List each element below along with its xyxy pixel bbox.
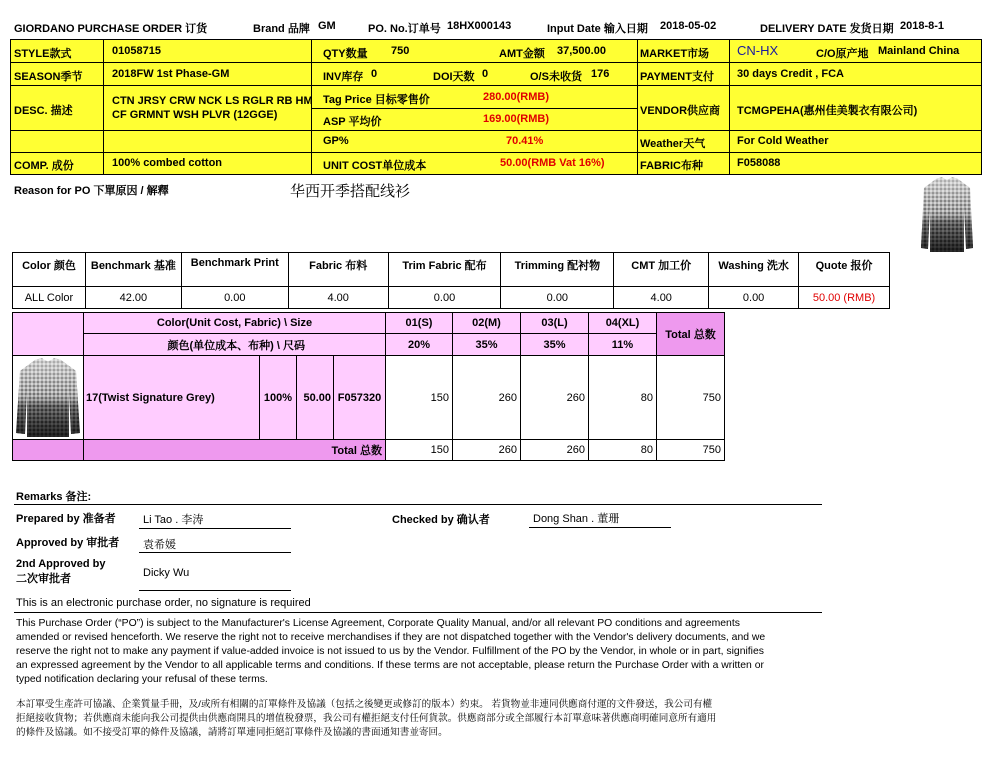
payment-value: 30 days Credit , FCA — [737, 68, 844, 80]
reason-label: Reason for PO 下單原因 / 解釋 — [14, 185, 169, 197]
footer-qty-l: 260 — [521, 440, 589, 461]
market-value: CN-HX — [737, 43, 779, 58]
approved-label: Approved by 审批者 — [16, 537, 120, 549]
bench-value-quote: 50.00 (RMB) — [799, 287, 890, 309]
checked-label: Checked by 确认者 — [392, 514, 490, 526]
delivery-date-value: 2018-8-1 — [900, 20, 945, 32]
size-header-cn: 颜色(单位成本、布种) \ 尺码 — [84, 334, 386, 356]
qty-value: 750 — [391, 45, 410, 57]
terms-cn-line2: 拒絕接收貨物；若供應商未能向我公司提供由供應商開具的增值稅發票，我公司有權拒絕支付任何貨款。供應商部分或全部履行本訂單意味著供應商明確同意所有適用 — [16, 713, 717, 724]
row-qty-l: 260 — [521, 356, 589, 440]
asp-value: 169.00(RMB) — [483, 113, 550, 125]
terms-en-line4: an expressed agreement by the Vendor to all applicable terms and conditions. If these terms are not acceptable, please return the Purchase Order with a written or — [16, 660, 764, 671]
row-color-name: 17(Twist Signature Grey) — [84, 356, 260, 440]
prepared-value: Li Tao . 李涛 — [143, 514, 204, 526]
bench-header-cmt: CMT 加工价 — [614, 253, 709, 287]
market-label: MARKET市场 — [640, 48, 710, 60]
size-label-l: 03(L) — [521, 313, 589, 334]
gp-value: 70.41% — [506, 135, 544, 147]
terms-en-line3: reserve the right not to make any payment if value-added invoice is not issued to us by the Vendor. Fulfillment of the PO by the Vendor, in whole or in part, signifies — [16, 646, 764, 657]
doi-label: DOI天数 — [433, 71, 475, 83]
vendor-label: VENDOR供应商 — [640, 105, 721, 117]
row-pct: 100% — [260, 356, 297, 440]
unit-cost-label: UNIT COST单位成本 — [323, 160, 427, 172]
prepared-label: Prepared by 准备者 — [16, 513, 116, 525]
bench-value-trim-fabric: 0.00 — [388, 287, 501, 309]
gp-label: GP% — [323, 135, 349, 147]
product-image — [920, 176, 974, 254]
footer-qty-s: 150 — [386, 440, 453, 461]
ratio-l: 35% — [521, 334, 589, 356]
input-date-value: 2018-05-02 — [660, 20, 717, 32]
co-value: Mainland China — [878, 45, 960, 57]
size-total-header: Total 总数 — [657, 313, 725, 356]
bench-header-quote: Quote 报价 — [799, 253, 890, 287]
ratio-s: 20% — [386, 334, 453, 356]
row-cost: 50.00 — [297, 356, 334, 440]
approved2-value: Dicky Wu — [143, 567, 190, 579]
footer-blank — [13, 440, 84, 461]
bench-value-washing: 0.00 — [709, 287, 799, 309]
size-label-m: 02(M) — [453, 313, 521, 334]
terms-cn-line3: 的條件及協議。如不接受訂單的條件及協議，請將訂單連同拒絕訂單條件及協議的書面通知書並寄回。 — [16, 727, 448, 738]
size-label-s: 01(S) — [386, 313, 453, 334]
bench-value-benchmark-print: 0.00 — [181, 287, 288, 309]
size-label-xl: 04(XL) — [589, 313, 657, 334]
benchmark-table — [12, 252, 890, 309]
row-qty-m: 260 — [453, 356, 521, 440]
footer-qty-xl: 80 — [589, 440, 657, 461]
bench-value-color: ALL Color — [13, 287, 86, 309]
reason-value: 华西开季搭配线衫 — [290, 182, 411, 200]
color-swatch-image — [13, 356, 84, 440]
bench-value-fabric: 4.00 — [288, 287, 388, 309]
desc-value-line1: CTN JRSY CRW NCK LS RGLR RB HM — [112, 95, 313, 107]
os-label: O/S未收货 — [530, 71, 582, 83]
bench-header-fabric: Fabric 布料 — [288, 253, 388, 287]
qty-label: QTY数量 — [323, 48, 368, 60]
comp-value: 100% combed cotton — [112, 157, 223, 169]
doi-value: 0 — [482, 68, 489, 80]
amt-label: AMT金额 — [499, 48, 545, 60]
bench-value-benchmark: 42.00 — [85, 287, 181, 309]
row-qty-xl: 80 — [589, 356, 657, 440]
bench-header-benchmark: Benchmark 基准 — [85, 253, 181, 287]
os-value: 176 — [591, 68, 610, 80]
fabric-value: F058088 — [737, 157, 781, 169]
row-fabric: F057320 — [334, 356, 386, 440]
po-number-value: 18HX000143 — [447, 20, 512, 32]
comp-label: COMP. 成份 — [14, 160, 74, 172]
brand-label: Brand 品牌 — [253, 23, 310, 35]
desc-value-line2: CF GRMNT WSH PLVR (12GGE) — [112, 109, 278, 121]
bench-value-cmt: 4.00 — [614, 287, 709, 309]
fabric-label: FABRIC布种 — [640, 160, 703, 172]
bench-header-benchmark-print: Benchmark Print — [181, 253, 288, 287]
ratio-xl: 11% — [589, 334, 657, 356]
payment-label: PAYMENT支付 — [640, 71, 714, 83]
tag-price-value: 280.00(RMB) — [483, 91, 550, 103]
electronic-note: This is an electronic purchase order, no signature is required — [16, 597, 311, 609]
remarks-title: Remarks 备注: — [16, 491, 92, 503]
terms-cn-line1: 本訂單受生產許可協議、企業質量手冊，及/或所有相關的訂單條件及協議（包括之後變更或修訂的版本）約束。 若貨物並非連同供應商付運的文件發送，我公司有權 — [16, 699, 713, 710]
row-qty-s: 150 — [386, 356, 453, 440]
season-value: 2018FW 1st Phase-GM — [112, 68, 230, 80]
approved2-label-en: 2nd Approved by — [16, 558, 106, 570]
tag-price-label: Tag Price 目标零售价 — [323, 94, 430, 106]
bench-value-trimming: 0.00 — [501, 287, 614, 309]
checked-value: Dong Shan . 董珊 — [533, 513, 620, 525]
bench-header-washing: Washing 洗水 — [709, 253, 799, 287]
ratio-m: 35% — [453, 334, 521, 356]
season-label: SEASON季节 — [14, 71, 83, 83]
footer-total-label: Total 总数 — [84, 440, 386, 461]
unit-cost-value: 50.00(RMB Vat 16%) — [500, 157, 605, 169]
size-breakdown-table — [12, 312, 725, 461]
bench-header-trimming: Trimming 配衬物 — [501, 253, 614, 287]
po-title: GIORDANO PURCHASE ORDER 订货 — [14, 23, 208, 35]
approved-value: 袁希媛 — [143, 539, 176, 551]
terms-en-line1: This Purchase Order (“PO”) is subject to the Manufacturer's License Agreement, Corporate Quality Manual, and/or all relevant PO conditions and agreements — [16, 618, 740, 629]
asp-label: ASP 平均价 — [323, 116, 382, 128]
amt-value: 37,500.00 — [557, 45, 606, 57]
po-number-label: PO. No.订单号 — [368, 23, 441, 35]
size-header-en: Color(Unit Cost, Fabric) \ Size — [84, 313, 386, 334]
style-value: 01058715 — [112, 45, 161, 57]
co-label: C/O原产地 — [816, 48, 869, 60]
bench-header-trim-fabric: Trim Fabric 配布 — [388, 253, 501, 287]
desc-label: DESC. 描述 — [14, 105, 73, 117]
inv-label: INV库存 — [323, 71, 364, 83]
order-info-block — [10, 39, 982, 175]
inv-value: 0 — [371, 68, 378, 80]
weather-value: For Cold Weather — [737, 135, 829, 147]
vendor-value: TCMGPEHA(惠州佳美製衣有限公司) — [737, 105, 918, 117]
style-label: STYLE款式 — [14, 48, 72, 60]
footer-total: 750 — [657, 440, 725, 461]
approved2-label-cn: 二次审批者 — [16, 573, 71, 585]
brand-value: GM — [318, 20, 336, 32]
row-total: 750 — [657, 356, 725, 440]
terms-en-line5: typed notification declaring your refusal of these terms. — [16, 674, 268, 685]
delivery-date-label: DELIVERY DATE 发货日期 — [760, 23, 894, 35]
size-corner-cell — [13, 313, 84, 356]
weather-label: Weather天气 — [640, 138, 706, 150]
footer-qty-m: 260 — [453, 440, 521, 461]
input-date-label: Input Date 输入日期 — [547, 23, 648, 35]
terms-en-line2: amended or revised henceforth. We reserve the right not to receive merchandises if they are not dispatched together with the Vendor's delivery documents, and we — [16, 632, 766, 643]
bench-header-color: Color 颜色 — [13, 253, 86, 287]
